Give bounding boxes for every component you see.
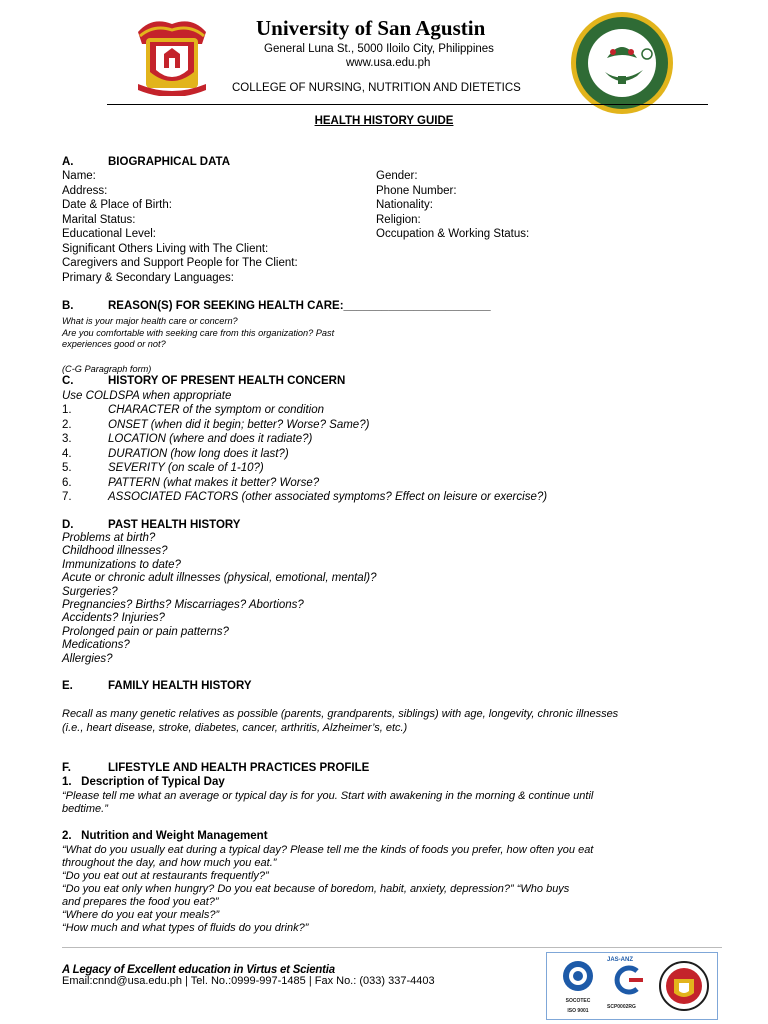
field-gender: Gender:	[376, 170, 418, 182]
question-line: Pregnancies? Births? Miscarriages? Abortions?	[62, 599, 304, 612]
field-marital-status: Marital Status:	[62, 213, 136, 226]
section-title: BIOGRAPHICAL DATA	[108, 156, 231, 168]
section-letter: E.	[62, 680, 73, 692]
field-education: Educational Level:	[62, 228, 156, 240]
section-d-heading	[62, 519, 240, 531]
field-phone: Phone Number:	[376, 184, 457, 197]
university-website[interactable]: www.usa.edu.ph	[346, 57, 431, 69]
list-item: 6. PATTERN (what makes it better? Worse?	[62, 476, 320, 489]
university-crest-small	[657, 959, 711, 1013]
section-a-heading	[62, 156, 230, 168]
section-title: HISTORY OF PRESENT HEALTH CONCERN	[108, 375, 346, 387]
family-history-text: Recall as many genetic relatives as possible (parents, grandparents, siblings) with age, longevity, chronic illnesses (i.e., heart disease, stroke, diabetes, cancer, arthritis, Alzheimer’s, etc.)	[62, 708, 619, 734]
bio-right-column	[376, 169, 529, 242]
section-c-heading	[62, 375, 345, 387]
question-line: Prolonged pain or pain patterns?	[62, 625, 229, 638]
section-title: FAMILY HEALTH HISTORY	[108, 680, 252, 692]
college-name: COLLEGE OF NURSING, NUTRITION AND DIETETICS	[232, 82, 521, 94]
list-item: 3. LOCATION (where and does it radiate?)	[62, 433, 313, 445]
jas-anz-logo: JAS-ANZ SCP0002RG	[607, 957, 651, 1015]
question-line: Are you comfortable with seeking care from this organization? Past	[62, 327, 335, 338]
list-item: 5. SEVERITY (on scale of 1-10?)	[62, 462, 264, 474]
question-line: experiences good or not?	[62, 339, 166, 349]
university-address: General Luna St., 5000 Iloilo City, Philippines	[264, 43, 494, 55]
section-letter: A.	[62, 156, 74, 168]
certification-logos	[546, 952, 718, 1020]
section-e-heading	[62, 680, 252, 692]
coldspa-intro: Use COLDSPA when appropriate	[62, 390, 232, 402]
question-line: What is your major health care or concern?	[62, 316, 238, 326]
section-letter: C.	[62, 375, 74, 387]
footer-divider	[62, 947, 722, 948]
section-title: LIFESTYLE AND HEALTH PRACTICES PROFILE	[108, 762, 370, 774]
section-title: REASON(S) FOR SEEKING HEALTH CARE:_______________________	[108, 300, 491, 312]
field-caregivers: Caregivers and Support People for The Client:	[62, 257, 298, 269]
nutrition-heading: 2. Nutrition and Weight Management	[62, 830, 268, 842]
question-line: Acute or chronic adult illnesses (physical, emotional, mental)?	[62, 572, 377, 585]
section-f-heading	[62, 762, 369, 774]
header-divider	[107, 104, 708, 105]
list-item: 1. CHARACTER of the symptom or condition	[62, 404, 325, 416]
section-letter: D.	[62, 519, 74, 531]
typical-day-text: “Please tell me what an average or typical day is for you. Start with awakening in the morning & continue until bedtime.”	[62, 790, 594, 815]
section-letter: B.	[62, 300, 74, 312]
typical-day-heading: 1. Description of Typical Day	[62, 776, 225, 788]
field-address: Address:	[62, 184, 108, 197]
field-occupation: Occupation & Working Status:	[376, 228, 530, 240]
university-name: University of San Agustin	[256, 16, 486, 40]
section-letter: F.	[62, 762, 71, 774]
question-line: Allergies?	[62, 652, 113, 665]
college-seal	[569, 10, 675, 116]
list-item: 4. DURATION (how long does it last?)	[62, 447, 289, 460]
socotec-logo: SOCOTEC ISO 9001	[557, 959, 599, 1013]
nutrition-text: “What do you usually eat during a typical day? Please tell me the kinds of foods you prefer, how often you eat throughout the day, and how much you eat.” “Do you eat out at restaurants frequently?” “Do you eat only when hungry? Do you eat because of boredom, habit, anxiety, depression?” “Who buys and prepares the food you eat?” “Where do you eat your meals?” “How much and what types of fluids do you drink?”	[62, 844, 594, 934]
section-b-questions	[62, 316, 334, 351]
document-title: HEALTH HISTORY GUIDE	[314, 115, 454, 127]
list-item: 2. ONSET (when did it begin; better? Worse? Same?)	[62, 418, 370, 431]
field-languages: Primary & Secondary Languages:	[62, 271, 234, 284]
section-b-heading	[62, 300, 491, 312]
footer-contact: Email:cnnd@usa.edu.ph | Tel. No.:0999-997-1485 | Fax No.: (033) 337-4403	[62, 975, 435, 987]
list-item: 7. ASSOCIATED FACTORS (other associated symptoms? Effect on leisure or exercise?)	[62, 491, 548, 503]
past-history-questions	[62, 532, 376, 666]
field-religion: Religion:	[376, 213, 421, 226]
bio-left-column	[62, 169, 298, 285]
university-seal	[132, 14, 212, 96]
question-line: Accidents? Injuries?	[62, 612, 165, 625]
question-line: Surgeries?	[62, 585, 118, 598]
question-line: Problems at birth?	[62, 532, 156, 544]
footer-slogan: A Legacy of Excellent education in Virtus et Scientia	[62, 962, 335, 976]
field-significant-others: Significant Others Living with The Client:	[62, 242, 269, 255]
paragraph-form-note: (C-G Paragraph form)	[62, 364, 152, 374]
question-line: Immunizations to date?	[62, 558, 181, 571]
field-name: Name:	[62, 170, 96, 182]
coldspa-list	[62, 403, 547, 505]
question-line: Childhood illnesses?	[62, 545, 168, 558]
field-nationality: Nationality:	[376, 199, 433, 211]
field-birth: Date & Place of Birth:	[62, 199, 172, 211]
question-line: Medications?	[62, 639, 130, 652]
section-title: PAST HEALTH HISTORY	[108, 519, 241, 531]
